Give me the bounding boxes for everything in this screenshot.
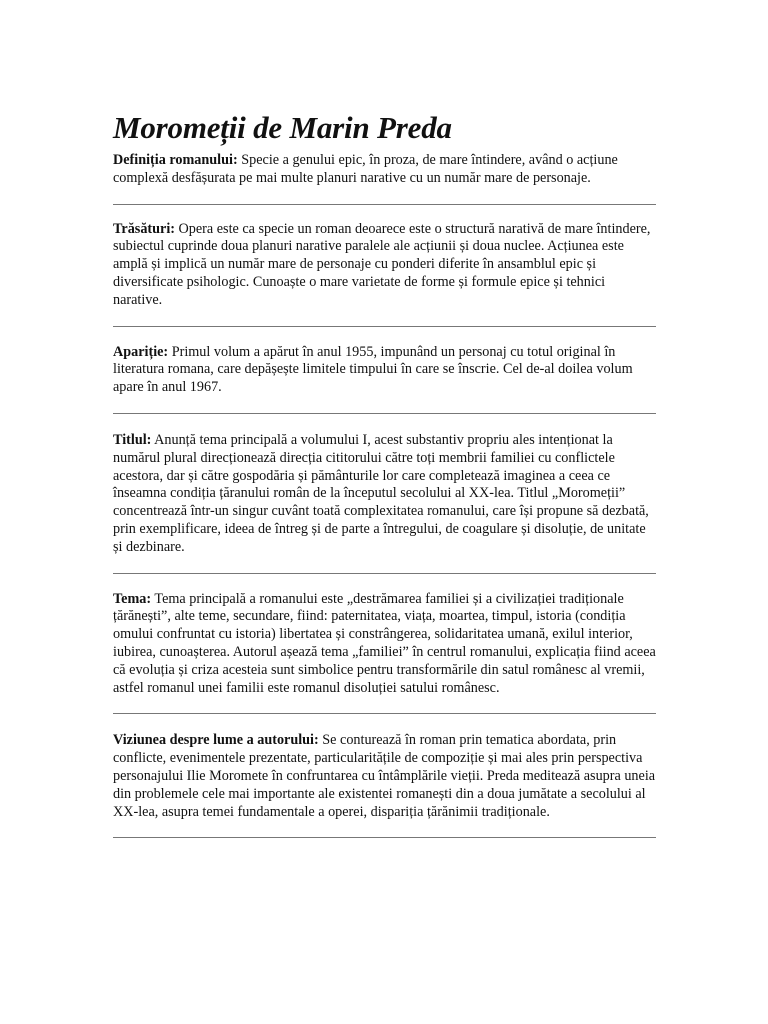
section-titlul xyxy=(113,432,656,557)
section-label: Viziunea despre lume a autorului: xyxy=(113,732,319,749)
section-viziunea xyxy=(113,732,656,821)
section-label: Titlul: xyxy=(113,431,152,448)
section-divider xyxy=(113,573,656,574)
section-aparitie xyxy=(113,344,656,397)
section-tema xyxy=(113,591,656,698)
section-text: Tema principală a romanului este „destrămarea familiei și a civilizației tradiționale țărănești”, alte teme, secundare, fiind: paternitatea, viața, moartea, timpul, istoria (condiția omului confruntat cu istoria) libertatea și constrângerea, solidaritatea umană, exilul interior, iubirea, cunoașterea. Autorul așează tema „familiei” în centrul romanului, explicația fiind aceea că evoluția și criza acesteia sunt simbolice pentru transformările din satul românesc al vremii, astfel romanul unei familii este romanul disoluției satului românesc. xyxy=(113,590,656,696)
section-divider xyxy=(113,204,656,205)
section-definitia xyxy=(113,152,656,188)
section-divider xyxy=(113,837,656,838)
section-text: Se conturează în roman prin tematica abordata, prin conflicte, evenimentele prezentate, particularitățile de compoziție și mai ales prin perspectiva personajului Ilie Moromete în confruntarea cu întâmplările vieții. Preda meditează asupra uneia din problemele cele mai importante ale existentei romanești din a doua jumătate a secolului al XX-lea, asupra temei fundamentale a operei, dispariția țărănimii tradiționale. xyxy=(113,732,656,820)
section-text: Primul volum a apărut în anul 1955, impunând un personaj cu totul original în literatura romana, care depășește limitele timpului în care se înscrie. Cel de-al doilea volum apare în anul 1967. xyxy=(113,343,633,396)
document-page xyxy=(113,108,656,838)
section-label: Definiția romanului: xyxy=(113,152,238,168)
section-divider xyxy=(113,326,656,327)
document-title: Moromeții de Marin Preda xyxy=(113,110,452,145)
section-text: Specie a genului epic, în proza, de mare întindere, având o acțiune complexă desfășurata pe mai multe planuri narative cu un număr mare de personaje. xyxy=(113,152,618,186)
section-trasaturi xyxy=(113,221,656,310)
section-label: Trăsături: xyxy=(113,220,175,237)
section-divider xyxy=(113,713,656,714)
section-text: Anunță tema principală a volumului I, acest substantiv propriu ales intenționat la numărul plural direcționează direcția cititorului către toți membrii familiei cu conflictele acestora, dar și către gospodăria și pământurile lor care completează imaginea a ceea ce înseamna condiția țăranului român de la începutul secolului al XX-lea. Titlul „Moromeții” concentrează într-un singur cuvânt toată complexitatea romanului, care își propune să dezbată, prin exemplificare, ideea de întreg și de parte a întregului, de coagulare și disoluție, de unitate și dezbinare. xyxy=(113,431,649,555)
section-text: Opera este ca specie un roman deoarece este o structură narativă de mare întindere, subiectul cuprinde doua planuri narative paralele ale acțiunii și doua nuclee. Acțiunea este amplă și implică un număr mare de personaje cu ponderi diferite în ansamblul epic și diversificate psihologic. Cunoaște o mare varietate de forme și formule epice și tehnici narative. xyxy=(113,220,651,308)
section-label: Tema: xyxy=(113,590,152,607)
section-divider xyxy=(113,413,656,414)
section-label: Apariție: xyxy=(113,343,169,360)
